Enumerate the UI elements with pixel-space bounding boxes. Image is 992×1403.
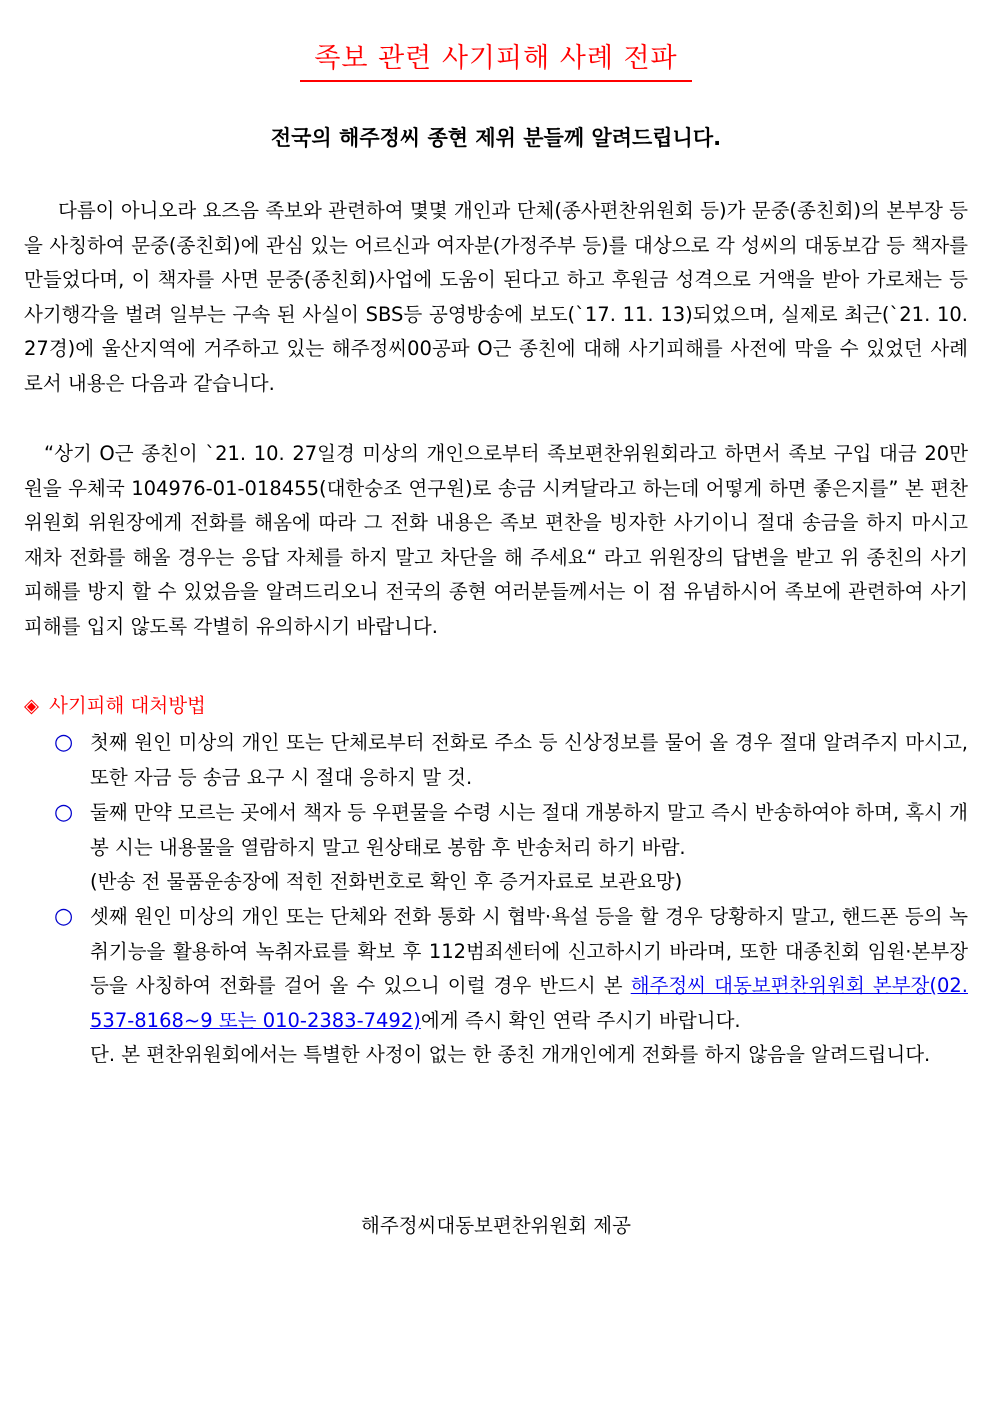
circle-bullet-icon: ○ <box>54 800 74 825</box>
document-title-text: 족보 관련 사기피해 사례 전파 <box>300 40 691 82</box>
countermeasure-item-2 <box>54 796 968 900</box>
countermeasure-item-1-text: 첫째 원인 미상의 개인 또는 단체로부터 전화로 주소 등 신상정보를 물어 올 경우 절대 알려주지 마시고, 또한 자금 등 송금 요구 시 절대 응하지 말 것. <box>90 731 968 789</box>
document-subtitle: 전국의 해주정씨 종현 제위 분들께 알려드립니다. <box>270 126 722 150</box>
case-paragraph <box>24 437 968 645</box>
diamond-icon: ◈ <box>24 694 39 717</box>
countermeasure-item-3-text-end: 에게 즉시 확인 연락 주시기 바랍니다. <box>420 1008 741 1032</box>
countermeasure-item-2-text: 둘째 만약 모르는 곳에서 책자 등 우편물을 수령 시는 절대 개봉하지 말고 즉시 반송하여야 하며, 혹시 개봉 시는 내용물을 열람하지 말고 원상태로 봉함 후 반송처리 하기 바람. <box>90 801 968 859</box>
countermeasure-item-1 <box>54 726 968 795</box>
circle-bullet-icon: ○ <box>54 730 74 755</box>
countermeasure-item-3-body <box>90 900 968 1073</box>
circle-bullet-icon: ○ <box>54 904 74 929</box>
countermeasure-item-3-note: 단. 본 편찬위원회에서는 특별한 사정이 없는 한 종친 개개인에게 전화를 하지 않음을 알려드립니다. <box>90 1043 931 1067</box>
intro-paragraph-text: 다름이 아니오라 요즈음 족보와 관련하여 몇몇 개인과 단체(종사편찬위원회 등)가 문중(종친회)의 본부장 등을 사칭하여 문중(종친회)에 관심 있는 어르신과 여자분(가정주부 등)를 대상으로 각 성씨의 대동보감 등 책자를 만들었다며, 이 책자를 사면 문중(종친회)사업에 도움이 된다고 하고 후원금 성격으로 거액을 받아 가로채는 등 사기행각을 벌려 일부는 구속 된 사실이 SBS등 공영방송에 보도(`17. 11. 13)되었으며, 실제로 최근(`21. 10. 27경)에 울산지역에 거주하고 있는 해주정씨00공파 O근 종친에 대해 사기피해를 사전에 막을 수 있었던 사례로서 내용은 다음과 같습니다. <box>24 199 968 395</box>
case-paragraph-text: “상기 O근 종친이 `21. 10. 27일경 미상의 개인으로부터 족보편찬위원회라고 하면서 족보 구입 대금 20만원을 우체국 104976-01-018455(대한숭조 연구원)로 송금 시켜달라고 하는데 어떻게 하면 좋은지를” 본 편찬위원회 위원장에게 전화를 해옴에 따라 그 전화 내용은 족보 편찬을 빙자한 사기이니 절대 송금을 하지 마시고 재차 전화를 해올 경우는 응답 자체를 하지 말고 차단을 해 주세요“ 라고 위원장의 답변을 받고 위 종친의 사기피해를 방지 할 수 있었음을 알려드리오니 전국의 종현 여러분들께서는 이 점 유념하시어 족보에 관련하여 사기 피해를 입지 않도록 각별히 유의하시기 바랍니다. <box>24 442 968 638</box>
countermeasure-heading-text: 사기피해 대처방법 <box>49 694 206 717</box>
countermeasure-item-2-body <box>90 796 968 900</box>
countermeasure-item-3-text: 셋째 원인 미상의 개인 또는 단체와 전화 통화 시 협박·욕설 등을 할 경우 당황하지 말고, 핸드폰 등의 녹취기능을 활용하여 녹취자료를 확보 후 112범죄센터에 신고하시기 바라며, 또한 대종친회 임원·본부장 등을 사칭하여 전화를 걸어 올 수 있으니 이럴 경우 반드시 본 <box>90 905 968 998</box>
countermeasure-item-2-note: (반송 전 물품운송장에 적힌 전화번호로 확인 후 증거자료로 보관요망) <box>90 870 683 894</box>
document-footer: 해주정씨대동보편찬위원회 제공 <box>361 1214 631 1237</box>
countermeasure-heading <box>24 689 206 723</box>
document-title <box>0 40 992 82</box>
intro-paragraph <box>24 194 968 402</box>
contact-hotline-link[interactable]: 해주정씨 대동보편찬위원회 본부장(02. 537-8168~9 또는 010-2383-7492) <box>90 974 968 1032</box>
countermeasure-item-3 <box>54 900 968 1073</box>
